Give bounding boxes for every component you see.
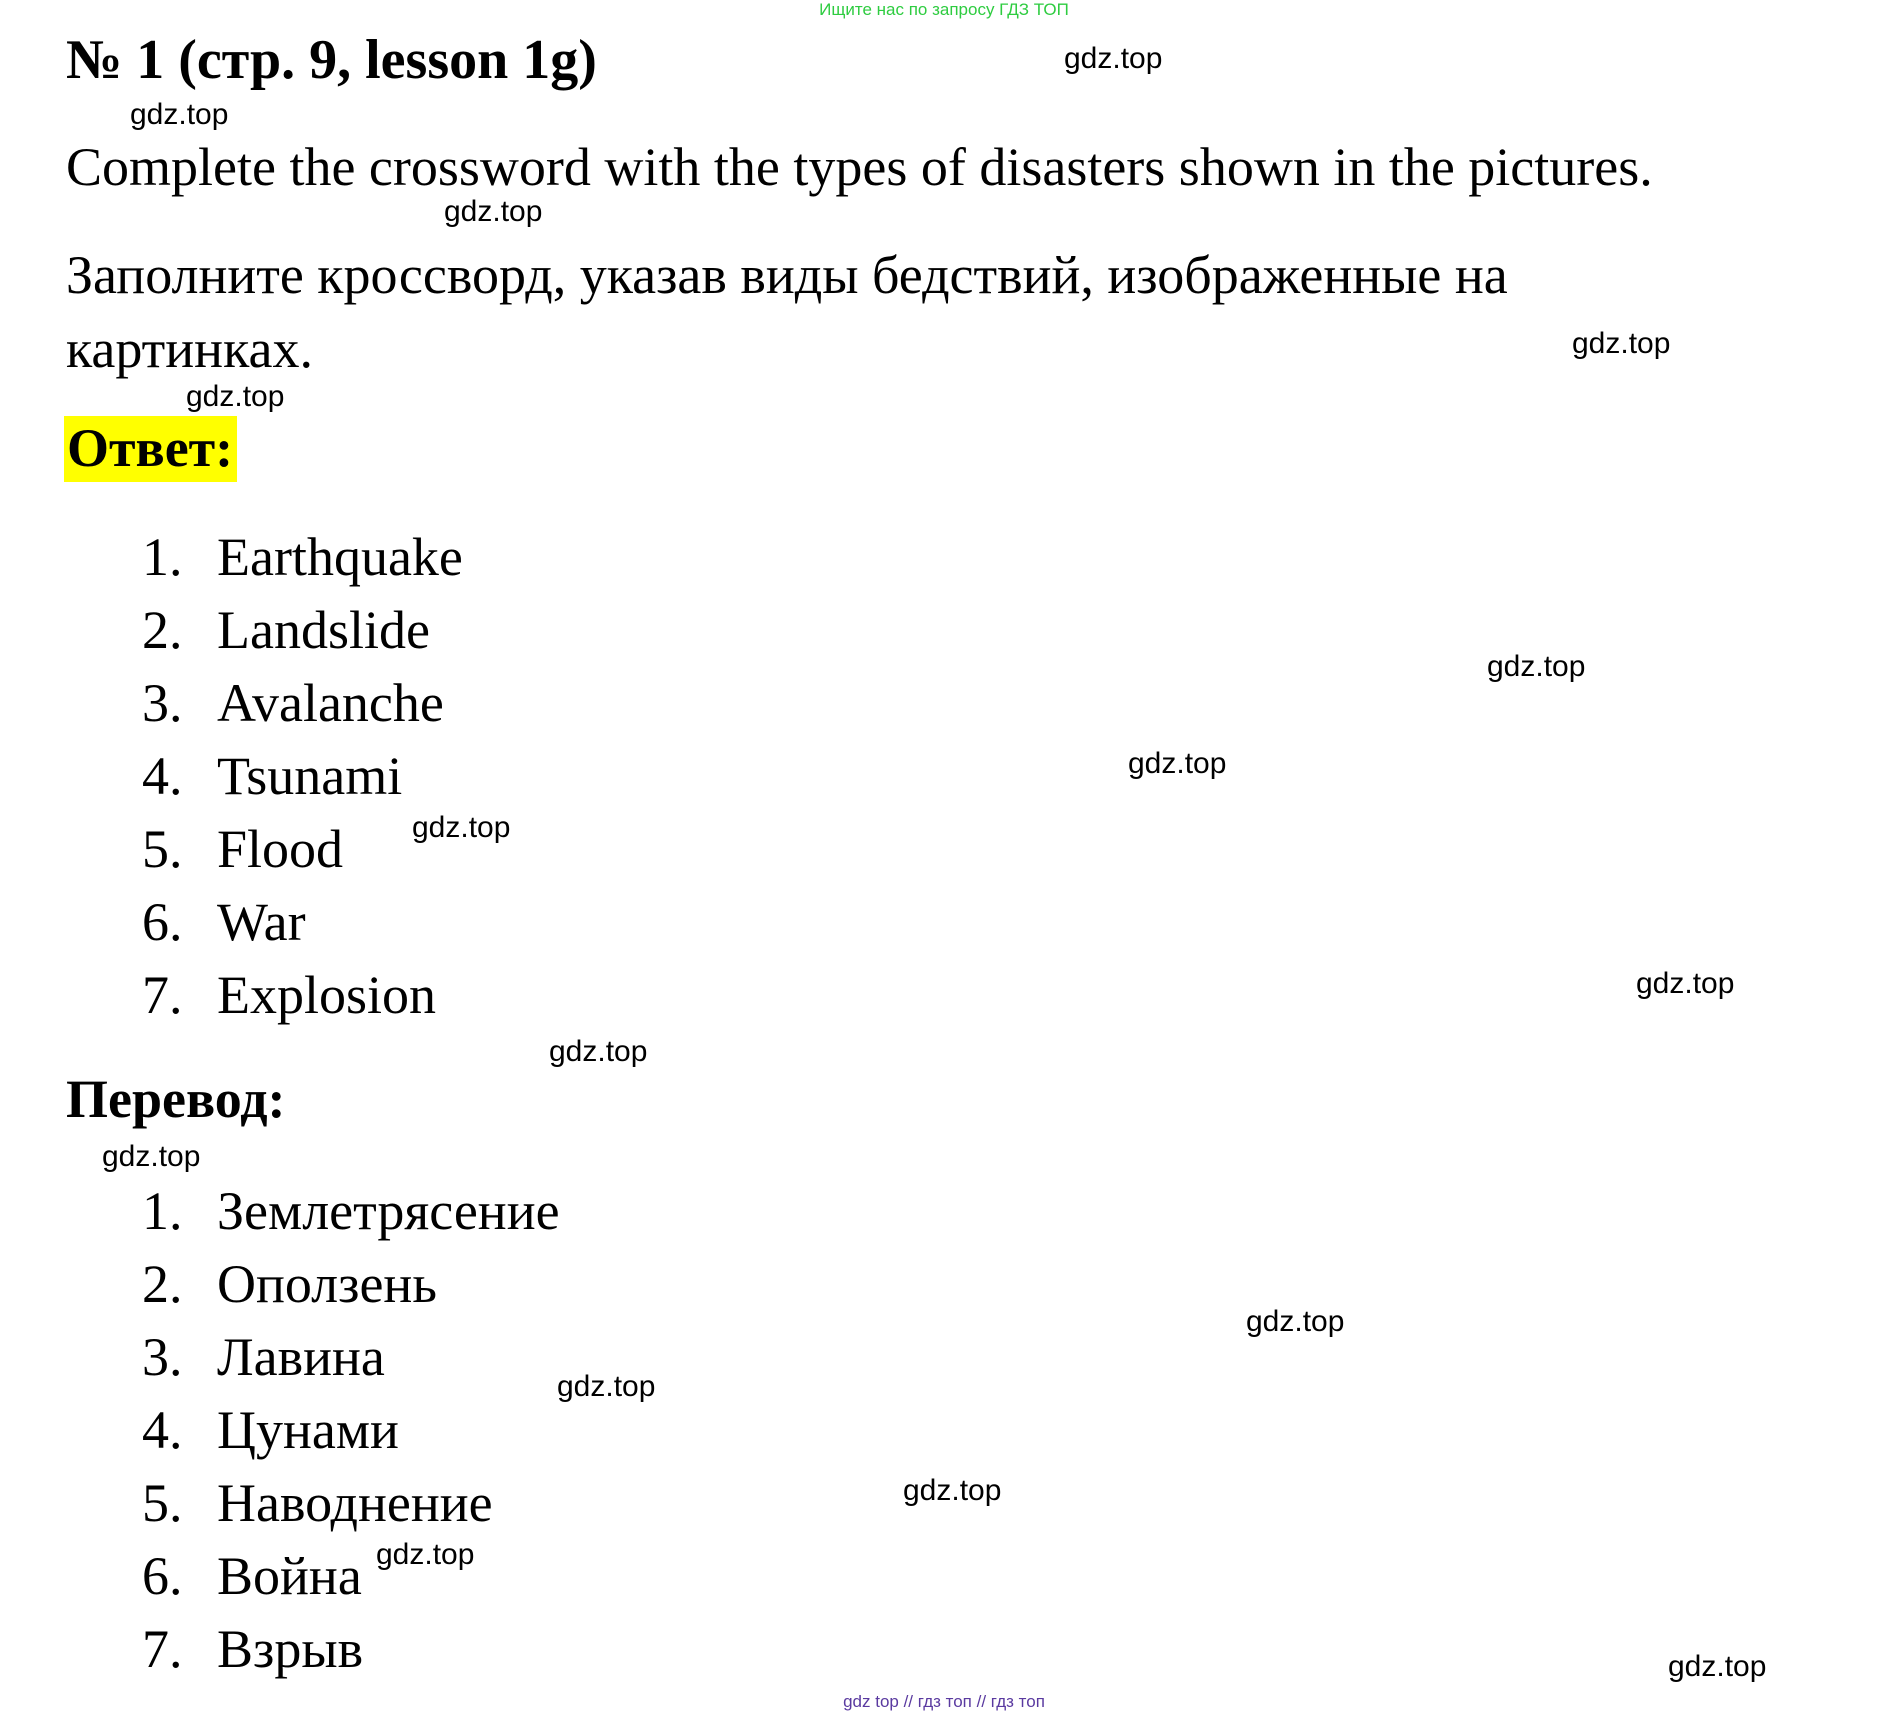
watermark: gdz.top (1246, 1305, 1345, 1338)
answer-item: 2. Landslide (142, 600, 430, 660)
answer-heading: Ответ: (64, 416, 237, 482)
answer-item: 1. Earthquake (142, 527, 463, 587)
watermark: gdz.top (549, 1035, 648, 1068)
translation-item: 1. Землетрясение (142, 1181, 560, 1241)
watermark: gdz.top (444, 195, 543, 228)
watermark: gdz.top (1636, 967, 1735, 1000)
watermark: gdz.top (186, 380, 285, 413)
answer-item: 3. Avalanche (142, 673, 444, 733)
answer-item: 6. War (142, 892, 306, 952)
top-banner: Ищите нас по запросу ГДЗ ТОП (819, 0, 1069, 19)
translation-item: 6. Война (142, 1546, 362, 1606)
watermark: gdz.top (102, 1140, 201, 1173)
answer-item: 4. Tsunami (142, 746, 403, 806)
watermark: gdz.top (557, 1370, 656, 1403)
answer-item: 7. Explosion (142, 965, 437, 1025)
page-title: № 1 (стр. 9, lesson 1g) (66, 29, 597, 91)
task-russian-line-2: картинках. (66, 319, 313, 379)
watermark: gdz.top (1572, 327, 1671, 360)
translation-item: 5. Наводнение (142, 1473, 493, 1533)
translation-item: 2. Оползень (142, 1254, 437, 1314)
watermark: gdz.top (1668, 1650, 1767, 1683)
translation-item: 3. Лавина (142, 1327, 385, 1387)
task-english: Complete the crossword with the types of disasters shown in the pictures. (66, 137, 1653, 197)
watermark: gdz.top (903, 1474, 1002, 1507)
answer-item: 5. Flood (142, 819, 344, 879)
watermark: gdz.top (1128, 747, 1227, 780)
watermark: gdz.top (376, 1538, 475, 1571)
watermark: gdz.top (1487, 650, 1586, 683)
footer-links: gdz top // гдз топ // гдз топ (843, 1692, 1045, 1711)
translation-item: 7. Взрыв (142, 1619, 364, 1679)
watermark: gdz.top (130, 98, 229, 131)
translation-heading: Перевод: (66, 1069, 286, 1129)
watermark: gdz.top (412, 811, 511, 844)
task-russian-line-1: Заполните кроссворд, указав виды бедствий, изображенные на (66, 245, 1508, 305)
translation-item: 4. Цунами (142, 1400, 399, 1460)
watermark: gdz.top (1064, 42, 1163, 75)
